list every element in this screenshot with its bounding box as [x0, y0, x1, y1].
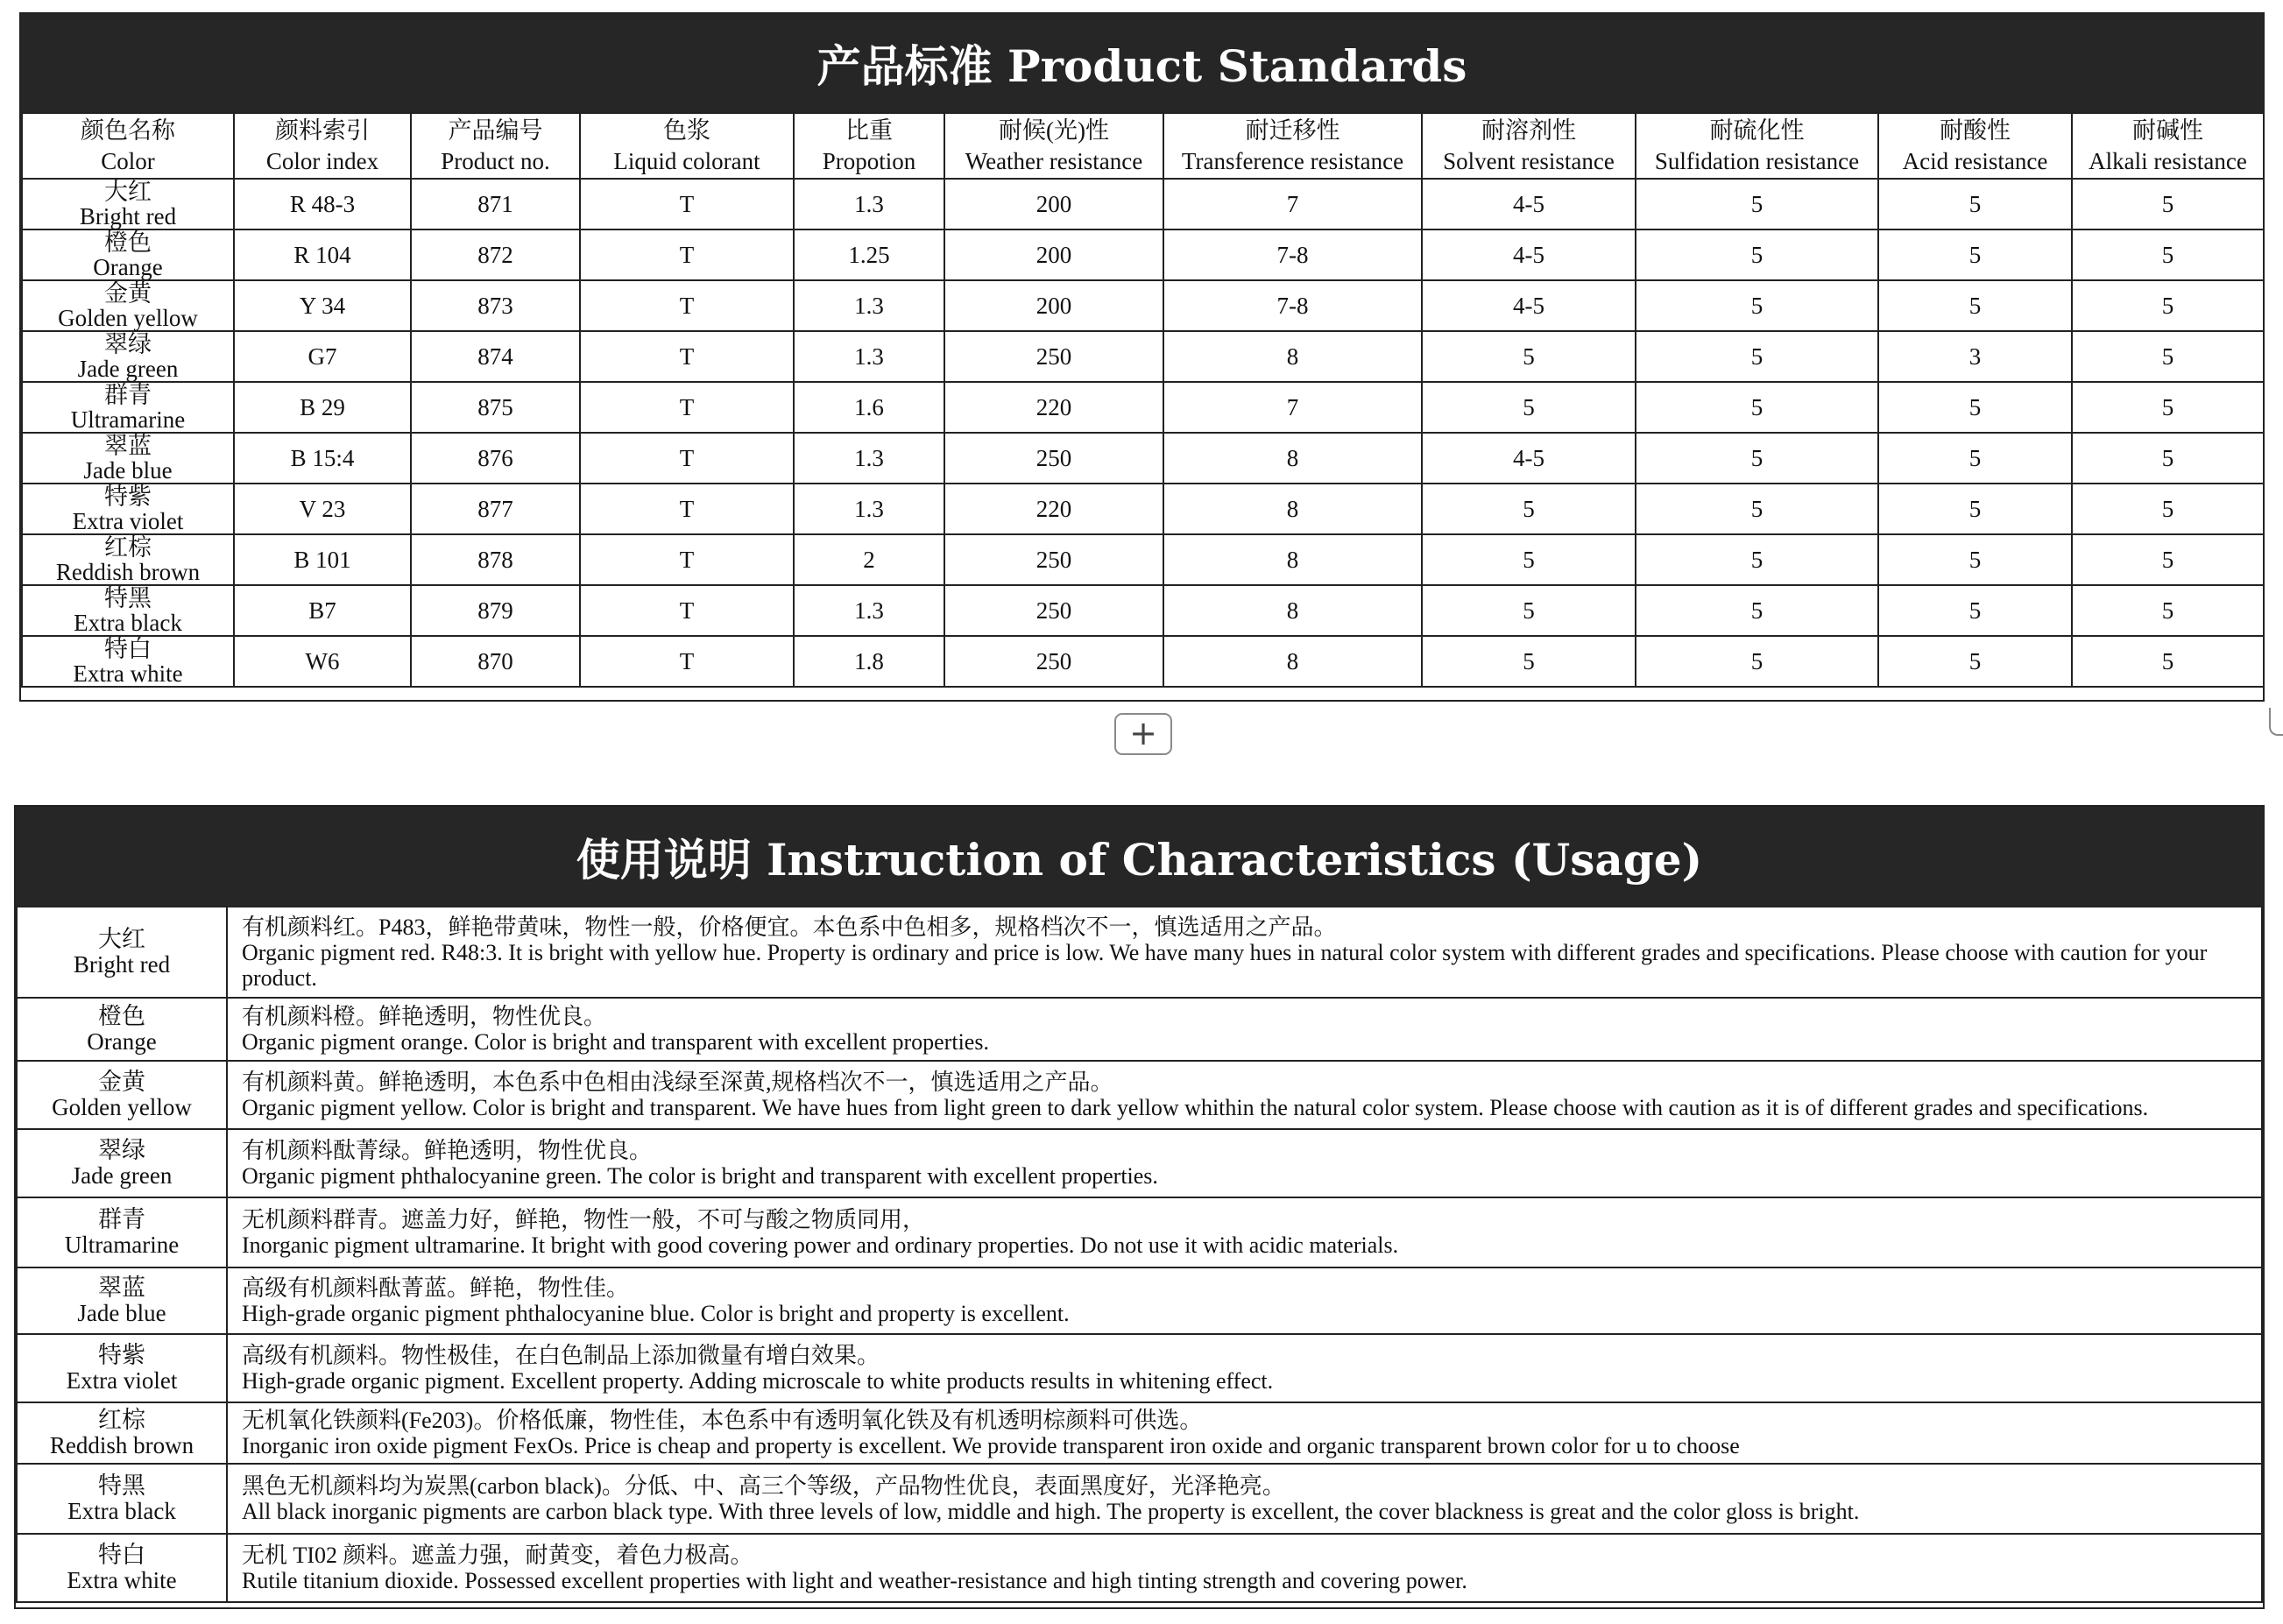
- usage-color-name-en: Orange: [87, 1028, 157, 1055]
- column-header: [1878, 113, 2072, 179]
- cell-prop: 1.3: [794, 484, 944, 534]
- usage-color-name-en: Extra violet: [66, 1367, 178, 1394]
- usage-color-name-cell: [17, 1197, 227, 1267]
- usage-description-en: Inorganic pigment ultramarine. It bright with good covering power and ordinary properties. Do not use it with acidic materials.: [242, 1232, 1399, 1258]
- column-header-zh: 耐候(光)性: [999, 117, 1109, 144]
- cell-solvent: 5: [1422, 382, 1636, 433]
- usage-color-name-en: Golden yellow: [52, 1094, 192, 1120]
- color-name-zh: 大红: [104, 179, 152, 205]
- column-header-zh: 耐酸性: [1940, 117, 2011, 144]
- color-name-en: Jade blue: [83, 457, 173, 484]
- usage-color-name-zh: 金黄: [98, 1069, 145, 1095]
- column-header: [411, 113, 580, 179]
- color-name-cell: [22, 280, 234, 331]
- usage-description-zh: 有机颜料黄。鲜艳透明，本色系中色相由浅绿至深黄,规格档次不一，慎选适用之产品。: [242, 1070, 1113, 1095]
- cell-weather: 250: [944, 585, 1163, 636]
- usage-description-cell: [227, 1267, 2262, 1334]
- usage-table: [16, 906, 2263, 1603]
- column-header-en: Color: [101, 147, 155, 174]
- column-header-zh: 颜色名称: [81, 117, 175, 144]
- usage-section: [14, 805, 2265, 1609]
- cell-no: 877: [411, 484, 580, 534]
- color-name-zh: 金黄: [104, 280, 152, 307]
- color-name-zh: 翠蓝: [104, 433, 152, 459]
- cell-solvent: 4-5: [1422, 280, 1636, 331]
- usage-color-name-zh: 大红: [98, 926, 145, 952]
- usage-color-name-zh: 橙色: [98, 1003, 145, 1029]
- cell-liquid: T: [580, 484, 794, 534]
- usage-row: [17, 1129, 2262, 1197]
- usage-description-cell: [227, 907, 2262, 998]
- column-header: [2072, 113, 2264, 179]
- usage-row: [17, 1334, 2262, 1402]
- cell-transfer: 8: [1163, 331, 1422, 382]
- cell-liquid: T: [580, 636, 794, 687]
- usage-color-name-cell: [17, 1334, 227, 1402]
- usage-color-name-zh: 群青: [98, 1206, 145, 1232]
- color-name-cell: [22, 433, 234, 484]
- usage-description-zh: 有机颜料橙。鲜艳透明，物性优良。: [242, 1004, 607, 1029]
- usage-color-name-zh: 红棕: [98, 1407, 145, 1433]
- cell-sulf: 5: [1636, 484, 1878, 534]
- cell-prop: 1.3: [794, 280, 944, 331]
- cell-index: B7: [234, 585, 411, 636]
- cell-index: B 101: [234, 534, 411, 585]
- table-row: [22, 534, 2264, 585]
- cell-weather: 250: [944, 636, 1163, 687]
- cell-alkali: 5: [2072, 433, 2264, 484]
- cell-transfer: 8: [1163, 433, 1422, 484]
- column-header-en: Alkali resistance: [2089, 147, 2247, 174]
- table-header-row: [22, 113, 2264, 179]
- cell-index: G7: [234, 331, 411, 382]
- usage-row: [17, 1402, 2262, 1464]
- cell-liquid: T: [580, 382, 794, 433]
- cell-weather: 250: [944, 433, 1163, 484]
- color-name-cell: [22, 179, 234, 229]
- cell-prop: 2: [794, 534, 944, 585]
- color-name-en: Extra black: [74, 610, 182, 636]
- usage-color-name-cell: [17, 1267, 227, 1334]
- cell-acid: 5: [1878, 484, 2072, 534]
- usage-description-cell: [227, 1464, 2262, 1534]
- table-row: [22, 484, 2264, 534]
- cell-prop: 1.8: [794, 636, 944, 687]
- column-header: [1422, 113, 1636, 179]
- cell-sulf: 5: [1636, 534, 1878, 585]
- usage-description-en: Organic pigment yellow. Color is bright and transparent. We have hues from light green to dark yellow whithin the natural color system. Please choose with caution as it is of different grades and specifications.: [242, 1095, 2149, 1120]
- product-standards-title: 产品标准 Product Standards: [21, 14, 2263, 112]
- cell-alkali: 5: [2072, 636, 2264, 687]
- usage-description-en: All black inorganic pigments are carbon black type. With three levels of low, middle and high. The property is excellent, the cover blackness is great and the color gloss is bright.: [242, 1499, 1860, 1524]
- usage-row: [17, 1464, 2262, 1534]
- column-header-en: Solvent resistance: [1443, 147, 1615, 174]
- cell-acid: 5: [1878, 179, 2072, 229]
- usage-color-name-cell: [17, 1129, 227, 1197]
- usage-row: [17, 1267, 2262, 1334]
- cell-transfer: 8: [1163, 585, 1422, 636]
- cell-sulf: 5: [1636, 280, 1878, 331]
- color-name-en: Golden yellow: [58, 305, 198, 331]
- cell-alkali: 5: [2072, 382, 2264, 433]
- cell-no: 876: [411, 433, 580, 484]
- cell-weather: 220: [944, 382, 1163, 433]
- plus-icon: +: [1129, 714, 1157, 752]
- usage-description-cell: [227, 1129, 2262, 1197]
- cell-acid: 5: [1878, 636, 2072, 687]
- table-row: [22, 229, 2264, 280]
- color-name-cell: [22, 534, 234, 585]
- cell-liquid: T: [580, 534, 794, 585]
- cell-solvent: 5: [1422, 636, 1636, 687]
- usage-description-cell: [227, 1197, 2262, 1267]
- usage-color-name-cell: [17, 1464, 227, 1534]
- usage-color-name-en: Jade blue: [77, 1300, 166, 1326]
- usage-description-en: Inorganic iron oxide pigment FexOs. Price is cheap and property is excellent. We provide transparent iron oxide and organic transparent brown color for u to choose: [242, 1433, 1740, 1458]
- usage-description-zh: 有机颜料酞菁绿。鲜艳透明，物性优良。: [242, 1138, 653, 1163]
- cell-alkali: 5: [2072, 534, 2264, 585]
- cell-transfer: 8: [1163, 484, 1422, 534]
- cell-transfer: 7: [1163, 179, 1422, 229]
- cell-acid: 5: [1878, 534, 2072, 585]
- cell-no: 874: [411, 331, 580, 382]
- table-row: [22, 331, 2264, 382]
- usage-description-en: Organic pigment red. R48:3. It is bright with yellow hue. Property is ordinary and price is low. We have many hues in natural color system with different grades and specifications. Please choose with caution for your product.: [242, 939, 2208, 991]
- color-name-en: Jade green: [77, 356, 179, 382]
- color-name-en: Reddish brown: [55, 559, 201, 585]
- color-name-en: Bright red: [79, 203, 177, 229]
- column-header-en: Sulfidation resistance: [1654, 147, 1860, 174]
- column-header-en: Transference resistance: [1181, 147, 1404, 174]
- usage-color-name-zh: 特黑: [98, 1472, 145, 1499]
- color-name-cell: [22, 636, 234, 687]
- cell-acid: 5: [1878, 585, 2072, 636]
- column-header-en: Liquid colorant: [613, 147, 760, 174]
- column-header: [1636, 113, 1878, 179]
- color-name-cell: [22, 229, 234, 280]
- column-header-en: Acid resistance: [1902, 147, 2048, 174]
- cell-index: V 23: [234, 484, 411, 534]
- column-header: [794, 113, 944, 179]
- usage-description-zh: 无机氧化铁颜料(Fe203)。价格低廉，物性佳，本色系中有透明氧化铁及有机透明棕颜料可供选。: [242, 1408, 1203, 1433]
- cell-index: R 48-3: [234, 179, 411, 229]
- cell-prop: 1.3: [794, 179, 944, 229]
- usage-color-name-en: Ultramarine: [64, 1232, 180, 1258]
- color-name-en: Ultramarine: [70, 406, 186, 433]
- cell-liquid: T: [580, 331, 794, 382]
- usage-description-en: Rutile titanium dioxide. Possessed excellent properties with light and weather-resistance and high tinting strength and covering power.: [242, 1568, 1467, 1593]
- cell-prop: 1.25: [794, 229, 944, 280]
- usage-color-name-en: Extra black: [67, 1498, 176, 1524]
- cell-solvent: 5: [1422, 534, 1636, 585]
- column-header: [580, 113, 794, 179]
- usage-description-cell: [227, 1334, 2262, 1402]
- cell-sulf: 5: [1636, 229, 1878, 280]
- color-name-zh: 红棕: [104, 534, 152, 561]
- usage-description-cell: [227, 998, 2262, 1061]
- usage-color-name-cell: [17, 1061, 227, 1129]
- usage-description-cell: [227, 1061, 2262, 1129]
- resize-handle[interactable]: [2269, 708, 2283, 736]
- cell-acid: 3: [1878, 331, 2072, 382]
- usage-row: [17, 1061, 2262, 1129]
- cell-weather: 250: [944, 534, 1163, 585]
- cell-alkali: 5: [2072, 280, 2264, 331]
- column-header-en: Color index: [265, 147, 379, 174]
- color-name-cell: [22, 484, 234, 534]
- color-name-cell: [22, 382, 234, 433]
- column-header-en: Propotion: [822, 147, 916, 174]
- column-header-en: Product no.: [441, 147, 550, 174]
- table-row: [22, 179, 2264, 229]
- column-header-zh: 耐硫化性: [1709, 117, 1805, 144]
- cell-solvent: 4-5: [1422, 433, 1636, 484]
- usage-description-zh: 黑色无机颜料均为炭黑(carbon black)。分低、中、高三个等级，产品物性优良，表面黑度好，光泽艳亮。: [242, 1473, 1285, 1499]
- column-header-zh: 颜料索引: [275, 117, 370, 144]
- cell-no: 870: [411, 636, 580, 687]
- cell-index: Y 34: [234, 280, 411, 331]
- cell-acid: 5: [1878, 280, 2072, 331]
- cell-transfer: 8: [1163, 636, 1422, 687]
- cell-liquid: T: [580, 179, 794, 229]
- usage-color-name-cell: [17, 1534, 227, 1602]
- usage-color-name-zh: 特紫: [98, 1342, 145, 1368]
- usage-row: [17, 907, 2262, 998]
- color-name-en: Extra violet: [72, 508, 184, 534]
- usage-description-cell: [227, 1402, 2262, 1464]
- usage-description-zh: 高级有机颜料酞菁蓝。鲜艳，物性佳。: [242, 1275, 630, 1301]
- cell-sulf: 5: [1636, 331, 1878, 382]
- color-name-zh: 橙色: [104, 229, 152, 256]
- cell-no: 873: [411, 280, 580, 331]
- column-header-zh: 耐迁移性: [1245, 117, 1340, 144]
- cell-weather: 200: [944, 179, 1163, 229]
- usage-color-name-cell: [17, 1402, 227, 1464]
- cell-prop: 1.3: [794, 331, 944, 382]
- table-row: [22, 382, 2264, 433]
- cell-weather: 200: [944, 229, 1163, 280]
- cell-no: 875: [411, 382, 580, 433]
- column-header: [1163, 113, 1422, 179]
- usage-row: [17, 998, 2262, 1061]
- cell-liquid: T: [580, 585, 794, 636]
- color-name-zh: 特紫: [104, 484, 152, 510]
- cell-transfer: 7-8: [1163, 229, 1422, 280]
- usage-color-name-en: Bright red: [73, 951, 171, 978]
- usage-color-name-cell: [17, 998, 227, 1061]
- cell-sulf: 5: [1636, 382, 1878, 433]
- cell-acid: 5: [1878, 433, 2072, 484]
- cell-transfer: 7-8: [1163, 280, 1422, 331]
- cell-prop: 1.3: [794, 585, 944, 636]
- cell-no: 872: [411, 229, 580, 280]
- table-row: [22, 636, 2264, 687]
- cell-acid: 5: [1878, 229, 2072, 280]
- cell-acid: 5: [1878, 382, 2072, 433]
- cell-sulf: 5: [1636, 585, 1878, 636]
- column-header-zh: 耐溶剂性: [1481, 117, 1576, 144]
- usage-description-en: High-grade organic pigment phthalocyanine blue. Color is bright and property is excellent.: [242, 1301, 1070, 1326]
- usage-description-cell: [227, 1534, 2262, 1602]
- usage-description-zh: 无机 TI02 颜料。遮盖力强，耐黄变，着色力极高。: [242, 1543, 753, 1568]
- color-name-zh: 特黑: [104, 585, 152, 611]
- column-header-zh: 耐碱性: [2132, 117, 2203, 144]
- column-header-en: Weather resistance: [965, 147, 1143, 174]
- cell-liquid: T: [580, 433, 794, 484]
- cell-index: B 15:4: [234, 433, 411, 484]
- cell-no: 879: [411, 585, 580, 636]
- usage-color-name-en: Extra white: [67, 1567, 177, 1593]
- cell-alkali: 5: [2072, 229, 2264, 280]
- cell-alkali: 5: [2072, 179, 2264, 229]
- column-header-zh: 色浆: [663, 117, 710, 144]
- cell-alkali: 5: [2072, 331, 2264, 382]
- color-name-en: Orange: [93, 254, 163, 280]
- usage-row: [17, 1534, 2262, 1602]
- cell-sulf: 5: [1636, 636, 1878, 687]
- cell-solvent: 5: [1422, 484, 1636, 534]
- color-name-en: Extra white: [73, 660, 183, 687]
- usage-description-en: Organic pigment phthalocyanine green. The color is bright and transparent with excellent properties.: [242, 1163, 1158, 1189]
- cell-transfer: 8: [1163, 534, 1422, 585]
- color-name-zh: 特白: [104, 636, 152, 662]
- cell-sulf: 5: [1636, 179, 1878, 229]
- cell-no: 878: [411, 534, 580, 585]
- add-row-button[interactable]: [1114, 713, 1172, 755]
- cell-alkali: 5: [2072, 484, 2264, 534]
- cell-prop: 1.3: [794, 433, 944, 484]
- color-name-cell: [22, 585, 234, 636]
- cell-index: B 29: [234, 382, 411, 433]
- cell-weather: 250: [944, 331, 1163, 382]
- cell-index: R 104: [234, 229, 411, 280]
- cell-no: 871: [411, 179, 580, 229]
- cell-index: W6: [234, 636, 411, 687]
- cell-alkali: 5: [2072, 585, 2264, 636]
- usage-title: 使用说明 Instruction of Characteristics (Usage): [16, 807, 2263, 906]
- color-name-zh: 群青: [104, 382, 152, 408]
- cell-weather: 220: [944, 484, 1163, 534]
- cell-weather: 200: [944, 280, 1163, 331]
- color-name-cell: [22, 331, 234, 382]
- cell-transfer: 7: [1163, 382, 1422, 433]
- usage-color-name-en: Jade green: [71, 1162, 173, 1189]
- column-header-zh: 产品编号: [448, 117, 543, 144]
- cell-solvent: 4-5: [1422, 229, 1636, 280]
- usage-description-en: Organic pigment orange. Color is bright and transparent with excellent properties.: [242, 1029, 989, 1055]
- usage-color-name-zh: 特白: [98, 1542, 145, 1568]
- cell-prop: 1.6: [794, 382, 944, 433]
- column-header: [22, 113, 234, 179]
- cell-sulf: 5: [1636, 433, 1878, 484]
- cell-liquid: T: [580, 229, 794, 280]
- column-header: [944, 113, 1163, 179]
- usage-description-zh: 无机颜料群青。遮盖力好，鲜艳，物性一般，不可与酸之物质同用，: [242, 1207, 926, 1232]
- table-row: [22, 585, 2264, 636]
- cell-liquid: T: [580, 280, 794, 331]
- usage-description-en: High-grade organic pigment. Excellent property. Adding microscale to white products results in whitening effect.: [242, 1368, 1274, 1394]
- usage-description-zh: 有机颜料红。P483，鲜艳带黄味，物性一般，价格便宜。本色系中色相多，规格档次不一，慎选适用之产品。: [242, 914, 1337, 940]
- column-header-zh: 比重: [845, 117, 893, 144]
- usage-row: [17, 1197, 2262, 1267]
- product-standards-table: [21, 112, 2265, 688]
- table-row: [22, 280, 2264, 331]
- cell-solvent: 5: [1422, 585, 1636, 636]
- color-name-zh: 翠绿: [104, 331, 152, 357]
- usage-color-name-en: Reddish brown: [49, 1432, 194, 1458]
- usage-color-name-cell: [17, 907, 227, 998]
- column-header: [234, 113, 411, 179]
- usage-color-name-zh: 翠蓝: [98, 1274, 145, 1301]
- cell-solvent: 5: [1422, 331, 1636, 382]
- table-row: [22, 433, 2264, 484]
- cell-solvent: 4-5: [1422, 179, 1636, 229]
- product-standards-section: [19, 12, 2265, 702]
- usage-color-name-zh: 翠绿: [98, 1137, 145, 1163]
- usage-description-zh: 高级有机颜料。物性极佳，在白色制品上添加微量有增白效果。: [242, 1343, 880, 1368]
